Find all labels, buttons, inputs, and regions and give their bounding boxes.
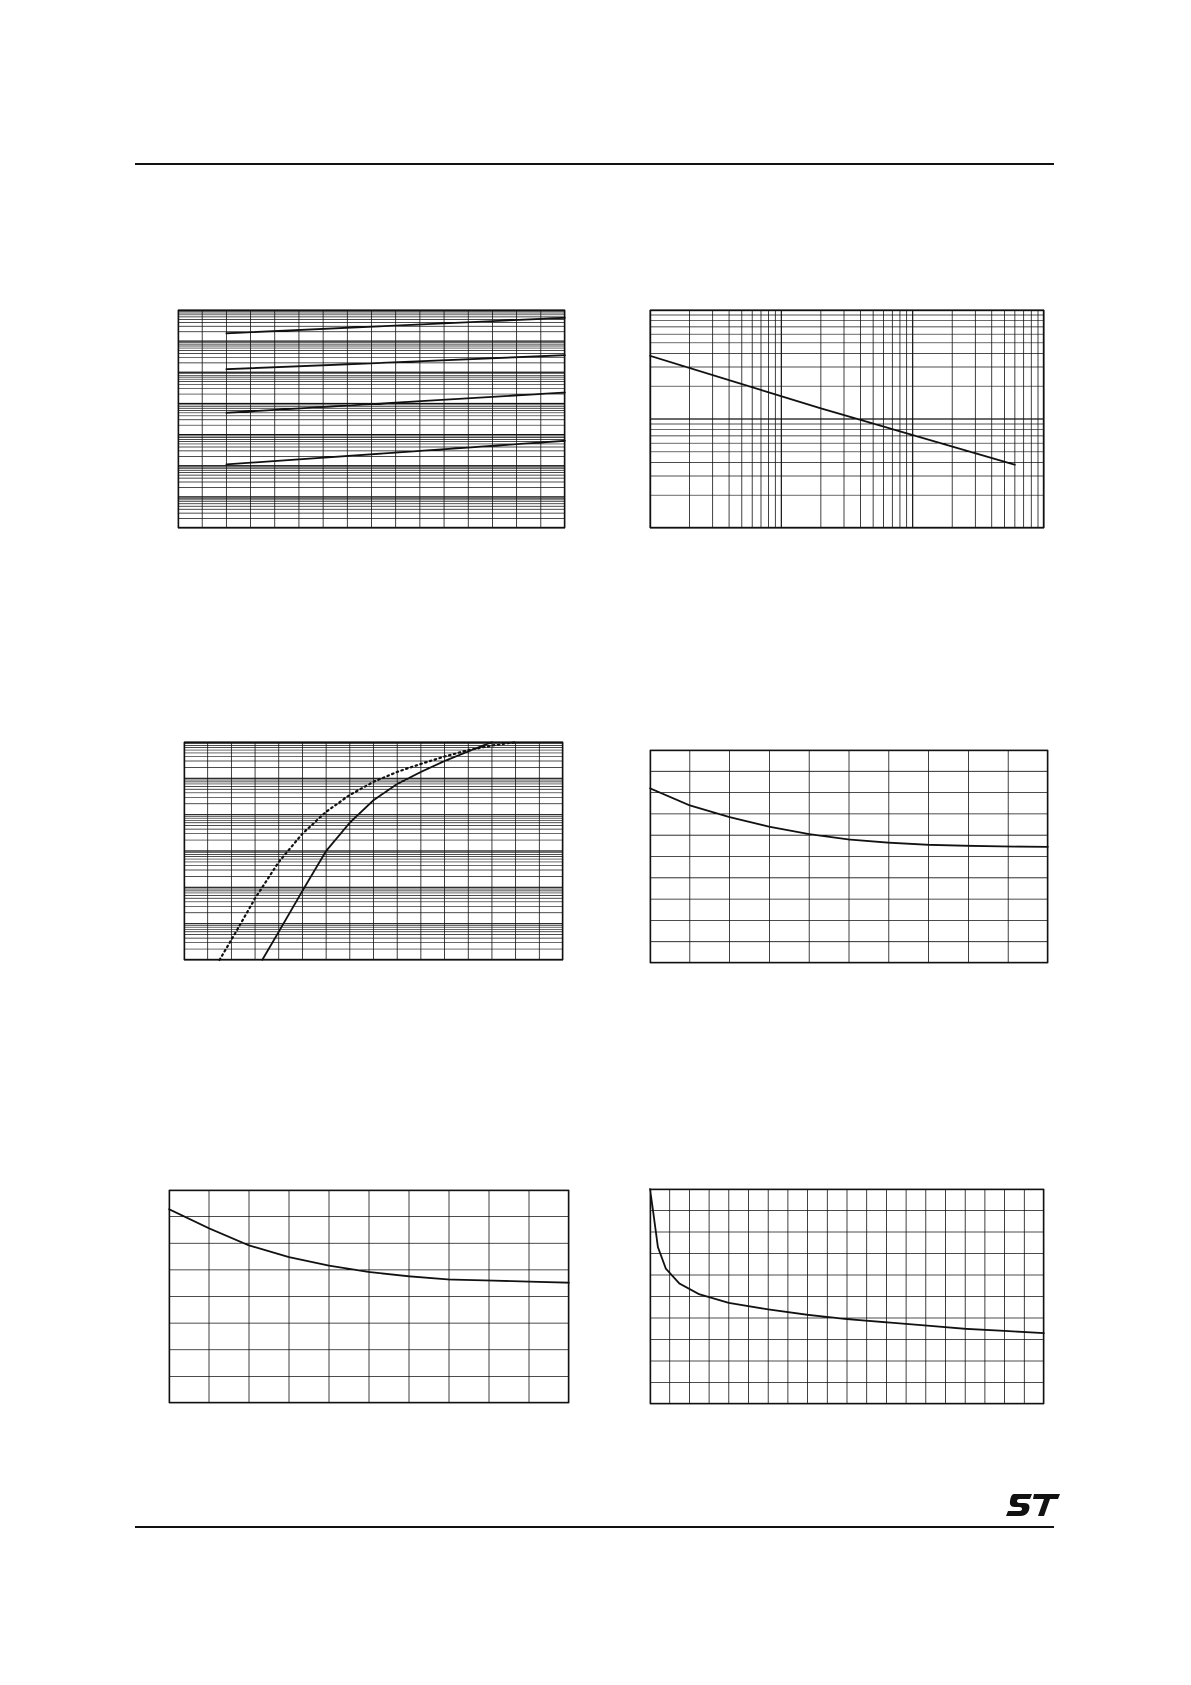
- chart-4: [650, 750, 1048, 963]
- chart-grid: [184, 742, 563, 960]
- chart-6: [650, 1189, 1044, 1404]
- chart-3: [184, 742, 563, 960]
- series-line-1: [650, 356, 1015, 465]
- chart-5: [169, 1190, 569, 1403]
- chart-1: [178, 310, 565, 528]
- st-logo: [1004, 1490, 1062, 1520]
- header-rule: [135, 163, 1054, 165]
- chart-2: [650, 310, 1044, 528]
- footer-rule: [135, 1526, 1054, 1528]
- chart-grid: [650, 310, 1044, 528]
- chart-grid: [178, 310, 565, 528]
- chart-grid: [169, 1190, 569, 1403]
- chart-grid: [650, 750, 1048, 963]
